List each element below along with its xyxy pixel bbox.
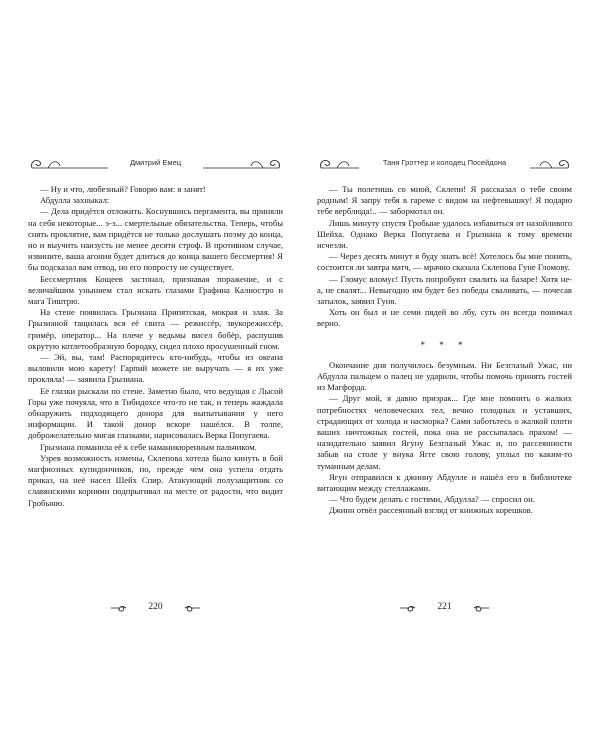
paragraph: На стене появилась Грызиана Припятская, мокрая и злая. За Грызианой тащилась вся её свита — режиссёр, звукорежиссёр, гримёр, оператор... На плече у ведьмы висел бобёр, распушив окрутую котлетообразную бородку, сидел плохо просушенный гном. [28, 307, 283, 351]
paragraph: — Ну и что, любезный? Говорю вам: я занят! [40, 184, 206, 194]
left-page [28, 150, 283, 612]
paragraph: — Через десять минут я буду знать всё! Хотелось бы мне понять, состоится ли завтра матч, — мрачно сказала Склепова Гуне Гломову. [317, 251, 572, 273]
paragraph: — Эй, вы, там! Распорядитесь кто-нибудь, чтобы из океана выловили мою карету! Гарпий можете не выручать — я их уже прокляла! — заявила Грызиана. [28, 352, 283, 385]
paragraph: Бессмертник Кощеев застонал, признавая поражение, и с величайшим унынием стал искать глазами Графина Калиостро и мага Тиштрю. [28, 273, 283, 307]
paragraph: Хоть он был и не семи пядей во лбу, суть он всегда понимал верно. [317, 307, 572, 329]
running-head-title: Таня Гроттер и колодец Посейдона [382, 158, 507, 167]
paragraph: Лишь минуту спустя Гробыне удалось избавиться от назойливого Шейха. Однако Верка Попугаева и Грызиана к тому времени исчезли. [317, 217, 572, 251]
section-separator: * * * [420, 339, 469, 350]
paragraph: — Друг мой, я давно призрак... Где мне помнить о жалких потребностях человеческих тел, вечно голодных и уставших, страдающих от холода и насморка? Сами заботьтесь о жалкой плоти ваших ничтожных гостей, пока она не рассыпалась прахом! — назидательно заявил Ягуну Безглазый Ужас и, по рассеянности забыв на столе у внука Ягге свою голову, уплыл по каким-то туманным делам. [317, 393, 572, 471]
paragraph: Её глазки рыскали по стене. Заметно было, что ведущая с Лысой Горы уже почуяла, что в Тибидохсе что-то не так, и теперь жаждала обнаружить подходящего донора для выпытывания у него информации. И такой донор вскоре нашёлся. В толпе, доброжелательно мигая глазками, нарисовалась Верка Попугаева. [28, 385, 283, 441]
paragraph: Абдулла захныкал: [40, 195, 110, 206]
paragraph: Грызиана поманила её к себе наманикюренным пальчиком. [40, 441, 257, 452]
right-folio [317, 600, 572, 616]
right-running-head [317, 150, 572, 176]
page-number: 220 [148, 602, 163, 612]
paragraph: Джинн отвёл рассеянный взгляд от книжных корешков. [329, 505, 533, 516]
paragraph: — Что будем делать с гостями, Абдулла? — спросил он. [329, 494, 535, 505]
right-page-text [317, 184, 572, 517]
paragraph: — Гломус вломус! Пусть попробуют свалить на базаре! Хотя не-а, не свалят... Невыгодно им будет без победы сваливать, — почесав затылок, заявил Гуня. [317, 273, 572, 307]
page-number: 221 [437, 602, 452, 612]
left-page-text [28, 184, 283, 509]
paragraph: Узрев возможность измены, Склепова хотела было кинуть в бой магфиозных купидончиков, но, прежде чем она успела отдать приказ, на неё насел Шейх Спир. Атакующий полузащитник со славянскими корнями подпрыгивал на месте от радости, что видит Гробыню. [28, 452, 283, 508]
paragraph: — Ты полетишь со мной, Склепи! Я рассказал о тебе своим родным! Я запру тебя в гареме с видом на нефтевышку! Я подарю тебе верблюда!.. — забормотал он. [317, 184, 572, 217]
right-page [317, 150, 572, 612]
running-head-author: Дмитрий Емец [129, 158, 182, 167]
paragraph: — Дела придётся отложить. Коснувшись пергамента, вы приняли на себя некоторые... э-э... смертельные обязательства. Теперь, чтобы снять проклятие, вам придётся не только дослушать поэму до конца, но и выучить наизусть не менее десяти строф. В противном случае, извините, ваша агония будет длиться до конца вашего бессмертия! Я бы подсказал вам отвод, но его попросту не существует. [28, 206, 283, 273]
paragraph: Окончание дня получилось безумным. Ни Безглазый Ужас, ни Абдулла пальцем о палец не ударили, чтобы помочь принять гостей из Магфорда. [317, 359, 572, 393]
left-running-head [28, 150, 283, 176]
paragraph: Ягун отправился к джинну Абдулле и нашёл его в библиотеке витающим между стеллажами. [317, 471, 572, 494]
left-folio [28, 600, 283, 616]
